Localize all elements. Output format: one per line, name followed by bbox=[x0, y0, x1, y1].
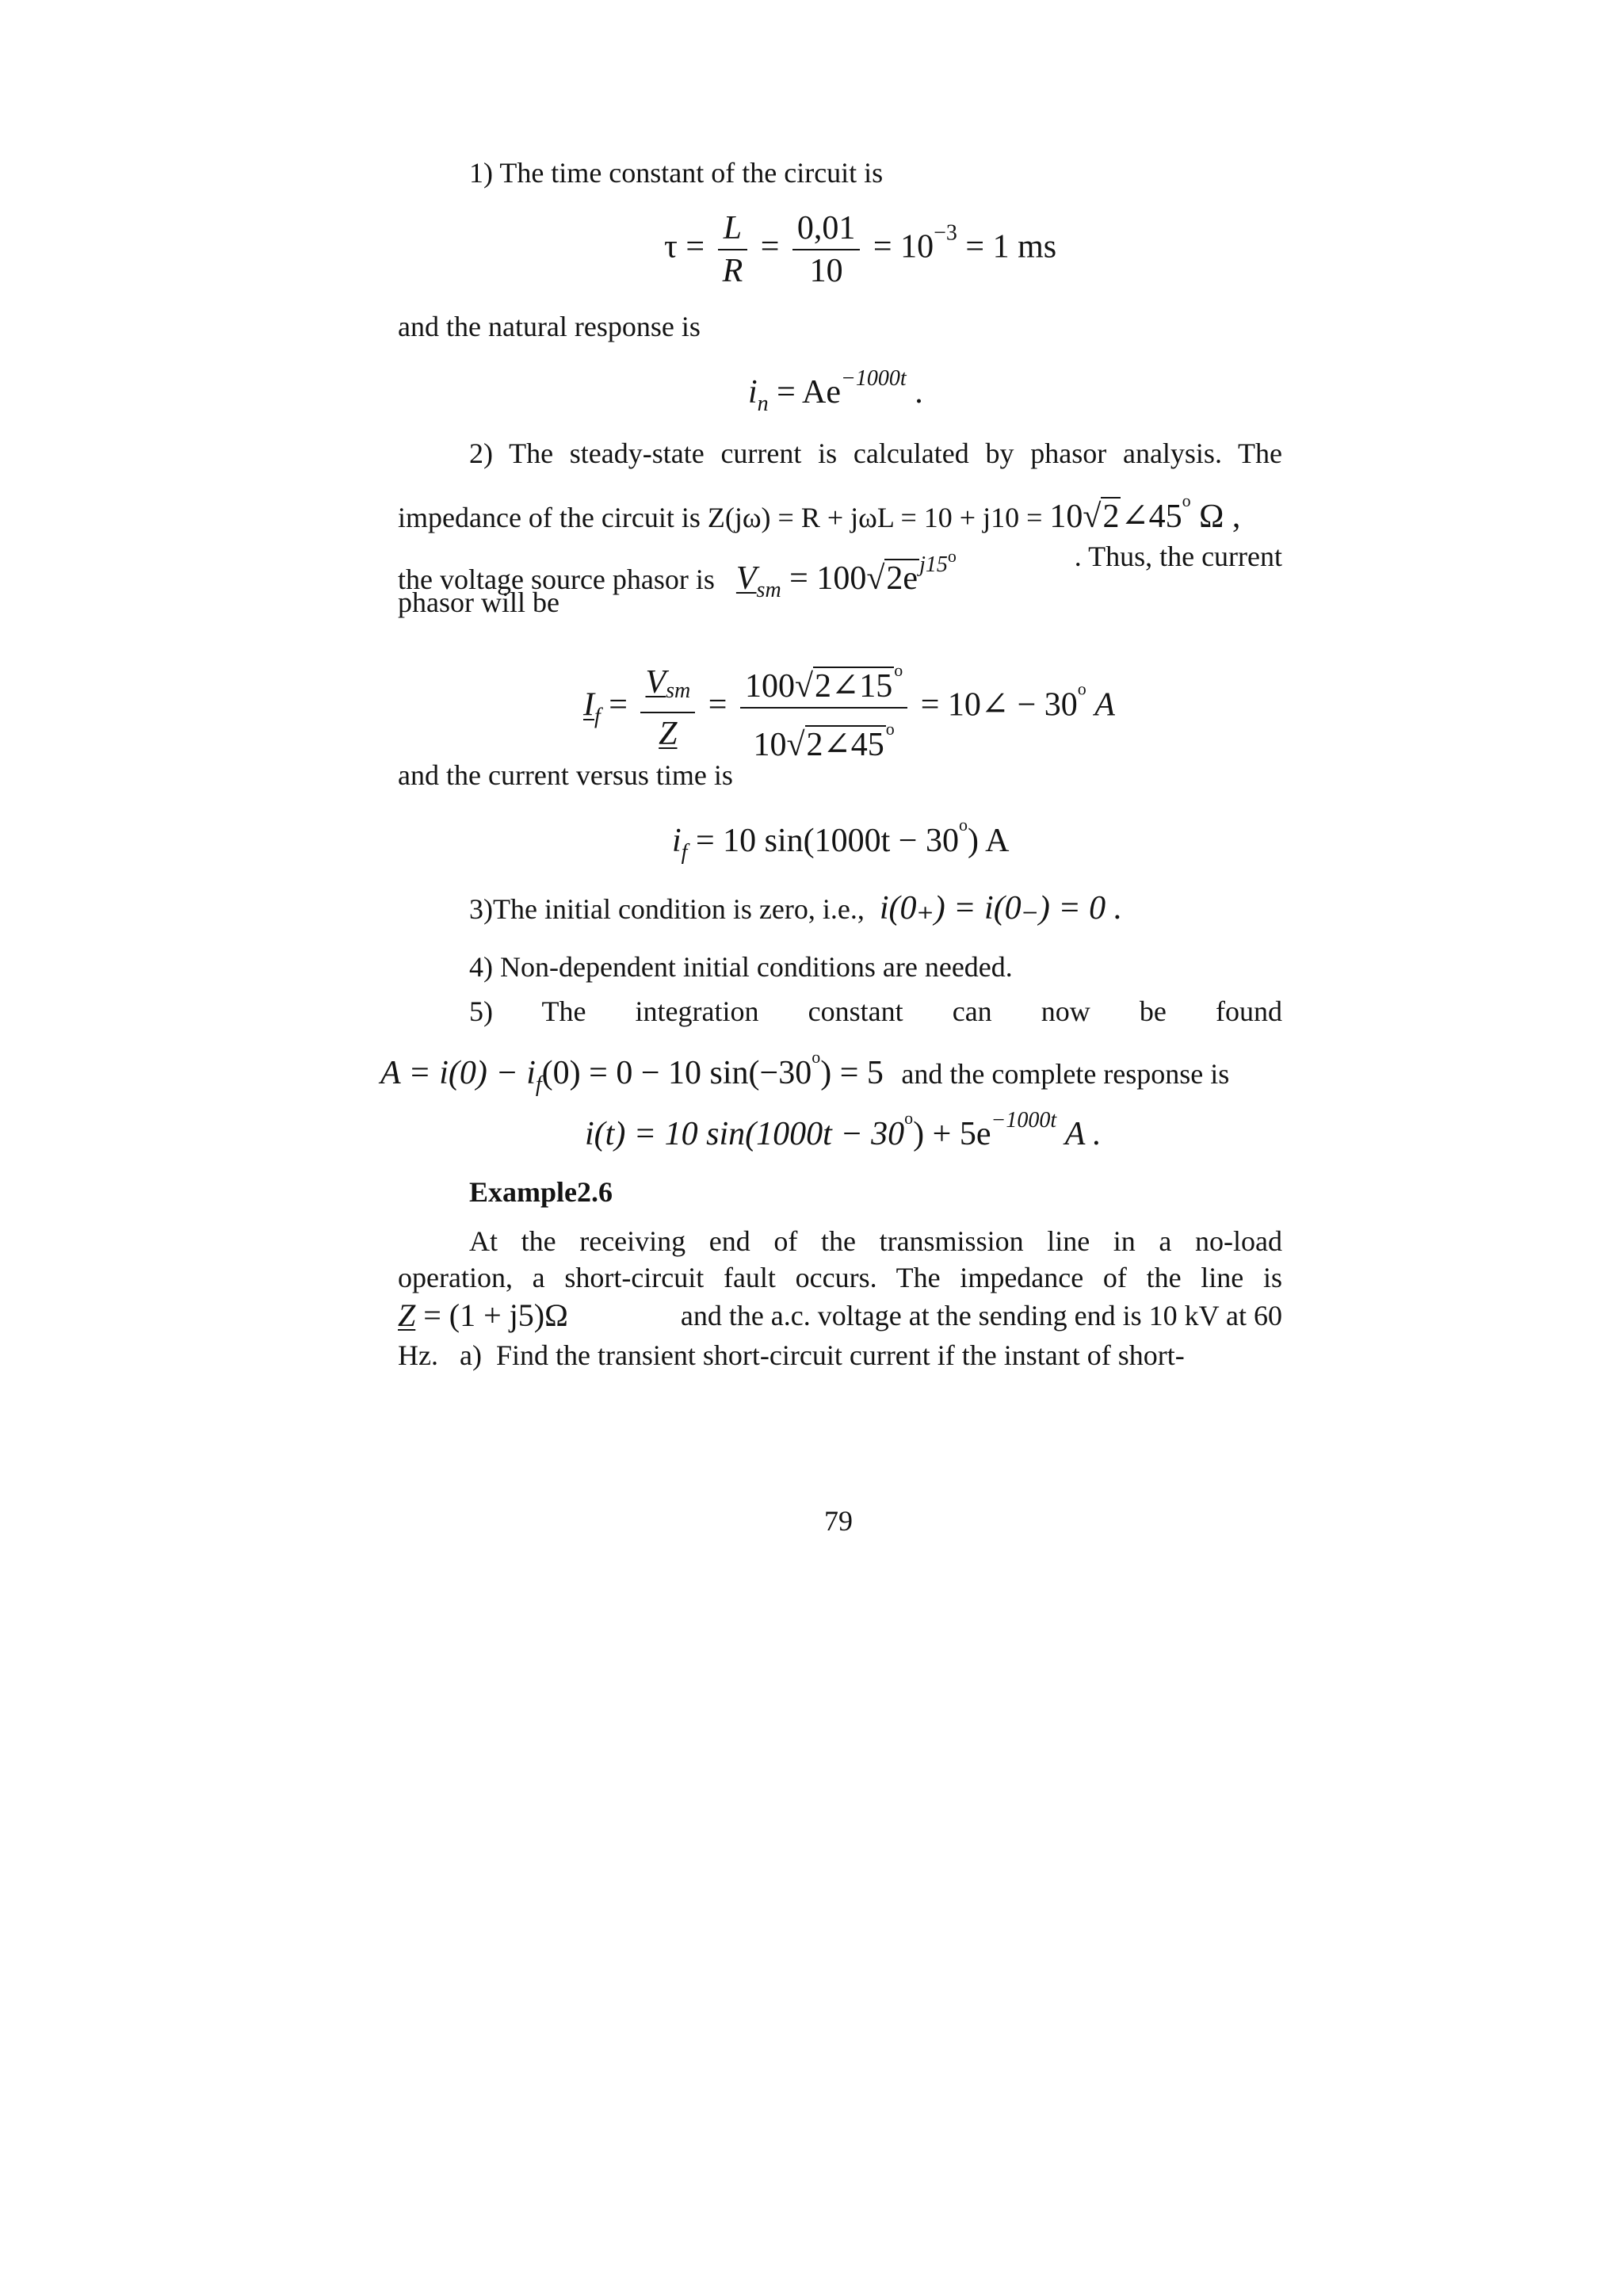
equation-forced-current-time: $i_f = 10$ $\sin(1000t - 30^o)$ A bbox=[672, 815, 1010, 865]
paragraph-steady-state-line2: impedance of the circuit is Z(jω) = R + jωL = 10 + j10 = 10√2∠45$^o$ Ω , bbox=[398, 491, 1241, 535]
equation-natural-response: $i_n = Ae^{-1000t}$ . bbox=[748, 366, 923, 416]
equation-complete-response: i(t) = 10 $\sin(1000t - 30^o) + 5e^{-1000t}$ A . bbox=[585, 1108, 1102, 1152]
paragraph-natural-response: and the natural response is bbox=[398, 311, 701, 342]
equation-tau: τ = $\frac{L}{R}$ = $\frac{0,01}{10}$ = $10^{-3} = 1$ ms bbox=[664, 208, 1056, 292]
paragraph-steady-state-line4: phasor will be bbox=[398, 586, 559, 618]
fraction-value: $\frac{0,01}{10}$ bbox=[792, 208, 861, 292]
paragraph-time-constant: 1) The time constant of the circuit is bbox=[469, 157, 884, 189]
example-line4: Hz. a) Find the transient short-circuit current if the instant of short- bbox=[398, 1339, 1185, 1371]
example-line2: operation, a short-circuit fault occurs. The impedance of the line is bbox=[398, 1262, 1282, 1293]
paragraph-steady-state-line1: 2) The steady-state current is calculated by phasor analysis. The bbox=[469, 437, 1282, 469]
fraction-vsm-over-z: $\frac{V_{sm}}{Z}$ bbox=[640, 662, 695, 755]
fraction-l-over-r: $\frac{L}{R}$ bbox=[718, 208, 748, 292]
paragraph-non-dependent: 4) Non-dependent initial conditions are needed. bbox=[469, 951, 1013, 983]
paragraph-integration-line1: 5) The integration constant can now be found bbox=[469, 995, 1282, 1027]
eq-tau-lhs: τ = bbox=[664, 228, 705, 266]
equation-current-phasor: $I_f$ = $\frac{V_{sm}}{Z}$ = $\frac{100√2\angle 15^o}{10√2\angle 45^o}$ = 10∠ − $30^o$ A bbox=[583, 650, 1115, 766]
paragraph-steady-state-line3: the voltage source phasor is $V_{sm} = 100√2e^{j15o}$ . Thus, the current bbox=[398, 541, 1282, 602]
paragraph-integration-line2: $A = i(0) - i_f(0) = 0 - 10$ $\sin(-30^o) = 5$ and the complete response is bbox=[380, 1047, 1230, 1097]
fraction-phasor-values: $\frac{100√2\angle 15^o}{10√2\angle 45^o}$ bbox=[740, 650, 907, 766]
paragraph-current-vs-time: and the current versus time is bbox=[398, 759, 733, 791]
page-number: 79 bbox=[824, 1505, 853, 1537]
example-line1: At the receiving end of the transmission line in a no-load bbox=[469, 1225, 1282, 1257]
paragraph-initial-condition: 3)The initial condition is zero, i.e., i(0₊) = i(0₋) = 0 . bbox=[469, 890, 1123, 926]
example-line3: Z = (1 + j5)Ω and the a.c. voltage at the sending end is 10 kV at 60 bbox=[398, 1297, 1282, 1333]
example-title: Example2.6 bbox=[469, 1176, 613, 1208]
